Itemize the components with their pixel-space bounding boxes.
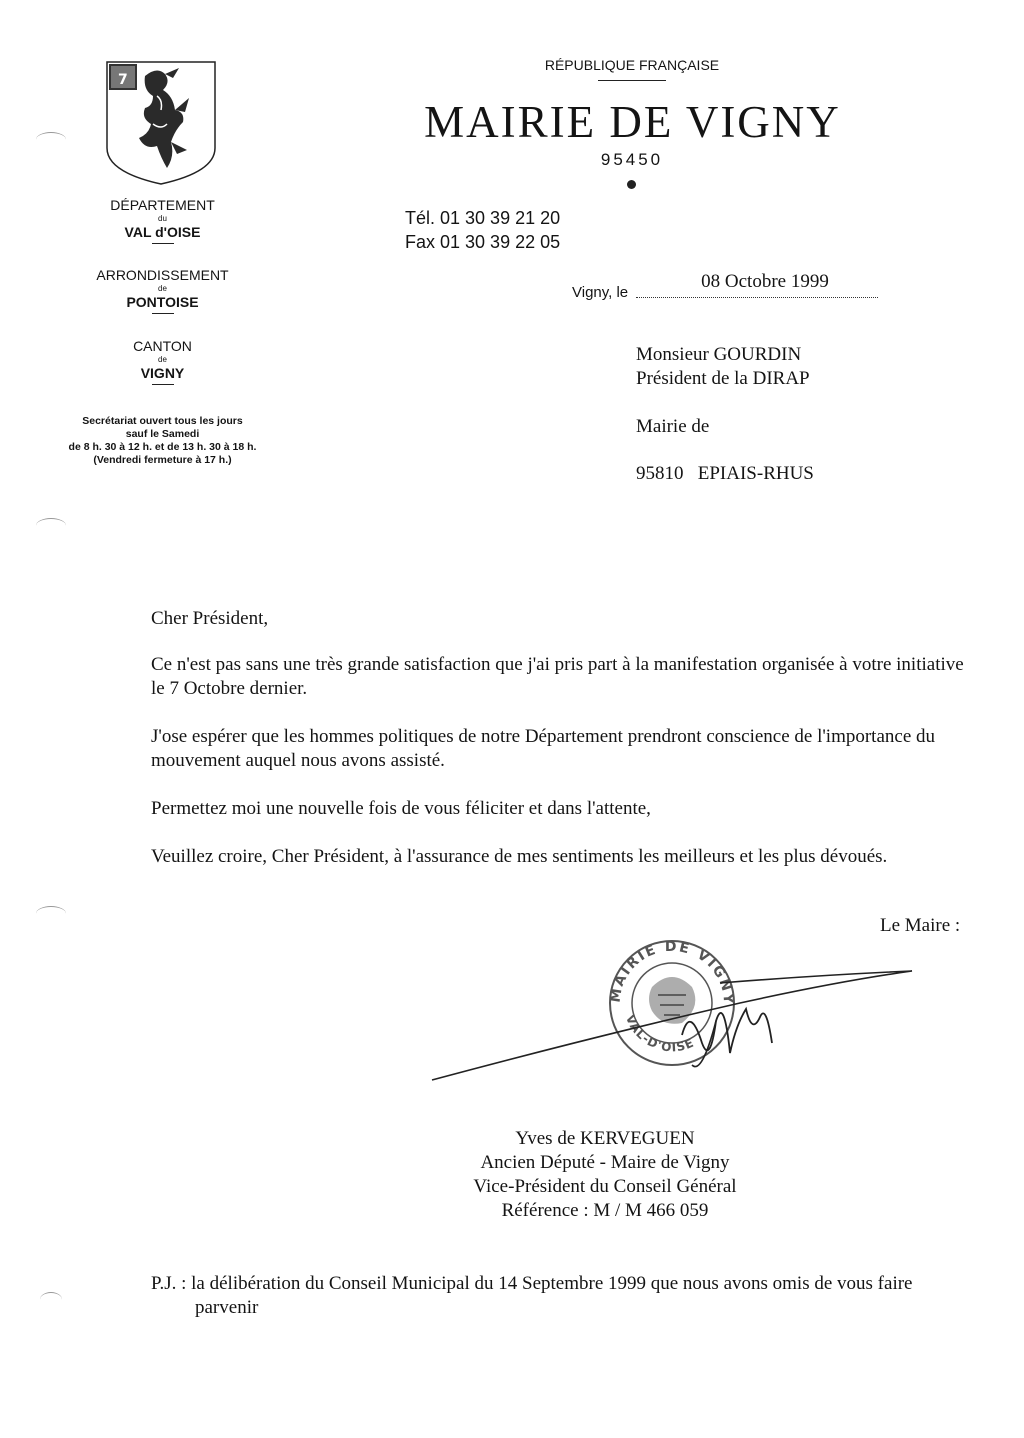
hours-line: de 8 h. 30 à 12 h. et de 13 h. 30 à 18 h. — [68, 441, 257, 453]
punch-mark — [36, 132, 66, 147]
arrondissement-name: PONTOISE — [126, 294, 199, 310]
stamp-and-signature — [420, 925, 940, 1095]
recipient-name: Monsieur GOURDIN — [636, 344, 802, 365]
departement-name: VAL d'OISE — [124, 224, 201, 240]
salutation: Cher Président, — [151, 608, 269, 629]
arrondissement-prep: de — [158, 284, 167, 293]
signatory-block — [380, 1127, 830, 1223]
signatory-name: Yves de KERVEGUEN — [515, 1128, 695, 1149]
attachment-note — [151, 1272, 981, 1320]
divider — [598, 80, 666, 81]
departement-prep: du — [158, 214, 167, 223]
stamp-bottom-text: VAL-D'OISE — [622, 1012, 697, 1055]
date-dotted-line — [636, 297, 878, 298]
canton-prep: de — [158, 355, 167, 364]
hours-line: Secrétariat ouvert tous les jours — [82, 415, 243, 427]
mairie-title: MAIRIE DE VIGNY — [424, 97, 841, 147]
recipient-city: 95810 EPIAIS-RHUS — [636, 463, 814, 484]
bullet-icon — [627, 180, 636, 189]
punch-mark — [36, 906, 66, 921]
arrondissement-label: ARRONDISSEMENT — [96, 267, 229, 283]
paragraph: Ce n'est pas sans une très grande satisfaction que j'ai pris part à la manifestation organisée à votre initiative le 7 Octobre dernier. — [151, 654, 964, 699]
punch-mark — [40, 1292, 62, 1307]
date-prefix: Vigny, le — [572, 284, 629, 301]
hours-line: (Vendredi fermeture à 17 h.) — [93, 454, 232, 466]
republique-francaise: RÉPUBLIQUE FRANÇAISE — [544, 57, 720, 73]
divider — [152, 313, 174, 314]
reference: Référence : M / M 466 059 — [501, 1200, 709, 1221]
opening-hours — [40, 415, 285, 467]
svg-text:7: 7 — [118, 72, 128, 88]
divider — [152, 384, 174, 385]
attachment-continuation: parvenir — [195, 1297, 259, 1318]
postal-code: 95450 — [600, 150, 664, 169]
recipient-mairie: Mairie de — [636, 416, 710, 437]
signoff: Le Maire : — [880, 915, 961, 936]
coat-of-arms-icon — [105, 60, 217, 186]
telephone: Tél. 01 30 39 21 20 — [405, 208, 561, 228]
attachment-label: P.J. : — [151, 1273, 187, 1294]
mairie-stamp — [608, 939, 737, 1065]
attachment-text: la délibération du Conseil Municipal du 14 Septembre 1999 que nous avons omis de vous faire — [191, 1273, 913, 1294]
contact-block — [405, 206, 560, 254]
stamp-top-text: MAIRIE DE VIGNY — [607, 938, 737, 1007]
signatory-role: Vice-Président du Conseil Général — [473, 1176, 737, 1197]
signatory-role: Ancien Député - Maire de Vigny — [480, 1152, 730, 1173]
paragraph: Veuillez croire, Cher Président, à l'assurance de mes sentiments les meilleurs et les plus dévoués. — [151, 846, 888, 867]
recipient-title: Président de la DIRAP — [636, 368, 810, 389]
date-value: 08 Octobre 1999 — [701, 271, 829, 292]
divider — [152, 243, 174, 244]
canton-name: VIGNY — [140, 365, 185, 381]
punch-mark — [36, 518, 66, 533]
fax: Fax 01 30 39 22 05 — [405, 232, 561, 252]
paragraph: Permettez moi une nouvelle fois de vous féliciter et dans l'attente, — [151, 798, 651, 819]
departement-label: DÉPARTEMENT — [110, 197, 215, 213]
paragraph: J'ose espérer que les hommes politiques de notre Département prendront conscience de l'importance du mouvement auquel nous avons assisté. — [151, 726, 936, 771]
hours-line: sauf le Samedi — [125, 428, 200, 440]
canton-label: CANTON — [133, 338, 192, 354]
